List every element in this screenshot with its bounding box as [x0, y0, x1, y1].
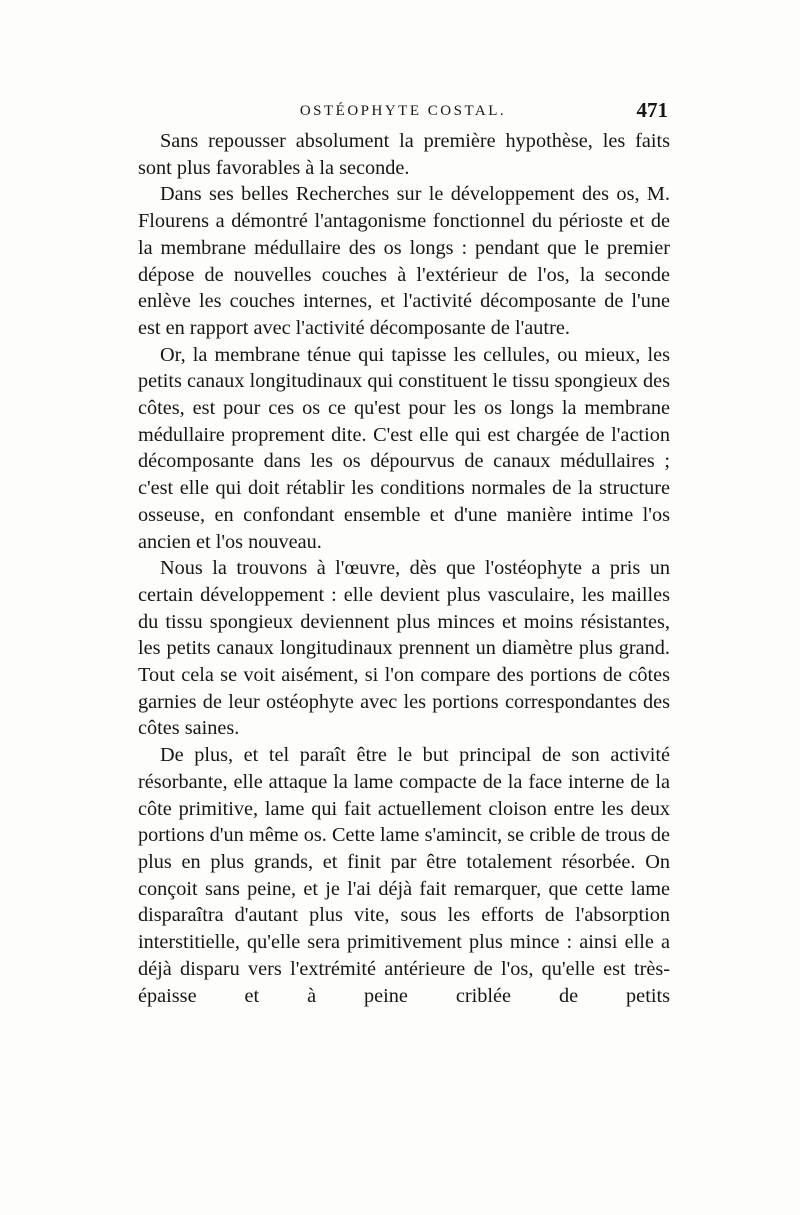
running-title: OSTÉOPHYTE COSTAL.	[299, 103, 507, 119]
paragraph-3: Or, la membrane ténue qui tapisse les cellules, ou mieux, les petits canaux longitudinaux qui constituent le tissu spongieux des côtes, est pour ces os ce qu'est pour les os longs la membrane médullaire proprement dite. C'est elle qui est chargée de l'action décomposante dans les os dépourvus de canaux médullaires ; c'est elle qui doit rétablir les conditions normales de la structure osseuse, en confondant ensemble et d'une manière intime l'os ancien et l'os nouveau.	[138, 343, 670, 553]
paragraph-2: Dans ses belles Recherches sur le développement des os, M. Flourens a démontré l'antagonisme fonctionnel du périoste et de la membrane médullaire des os longs : pendant que le premier dépose de nouvelles couches à l'extérieur de l'os, la seconde enlève les couches internes, et l'activité décomposante de l'une est en rapport avec l'activité décomposante de l'autre.	[138, 183, 670, 339]
paragraph-4: Nous la trouvons à l'œuvre, dès que l'ostéophyte a pris un certain développement : elle devient plus vasculaire, les mailles du tissu spongieux deviennent plus minces et moins résistantes, les petits canaux longitudinaux prennent un diamètre plus grand. Tout cela se voit aisément, si l'on compare des portions de côtes garnies de leur ostéophyte avec les portions correspondantes des côtes saines.	[138, 557, 670, 740]
body-text	[138, 128, 670, 1009]
paragraph-1: Sans repousser absolument la première hypothèse, les faits sont plus favorables à la seconde.	[138, 130, 670, 179]
page-number: 471	[636, 98, 668, 122]
running-head	[138, 98, 668, 128]
paragraph-5: De plus, et tel paraît être le but principal de son activité résorbante, elle attaque la lame compacte de la face interne de la côte primitive, lame qui fait actuellement cloison entre les deux portions d'un même os. Cette lame s'amincit, se crible de trous de plus en plus grands, et finit par être totalement résorbée. On conçoit sans peine, et je l'ai déjà fait remarquer, que cette lame disparaîtra d'autant plus vite, sous les efforts de l'absorption interstitielle, qu'elle sera primitivement plus mince : ainsi elle a déjà disparu vers l'extrémité antérieure de l'os, qu'elle est très-épaisse et à peine criblée de petits	[138, 744, 670, 1007]
